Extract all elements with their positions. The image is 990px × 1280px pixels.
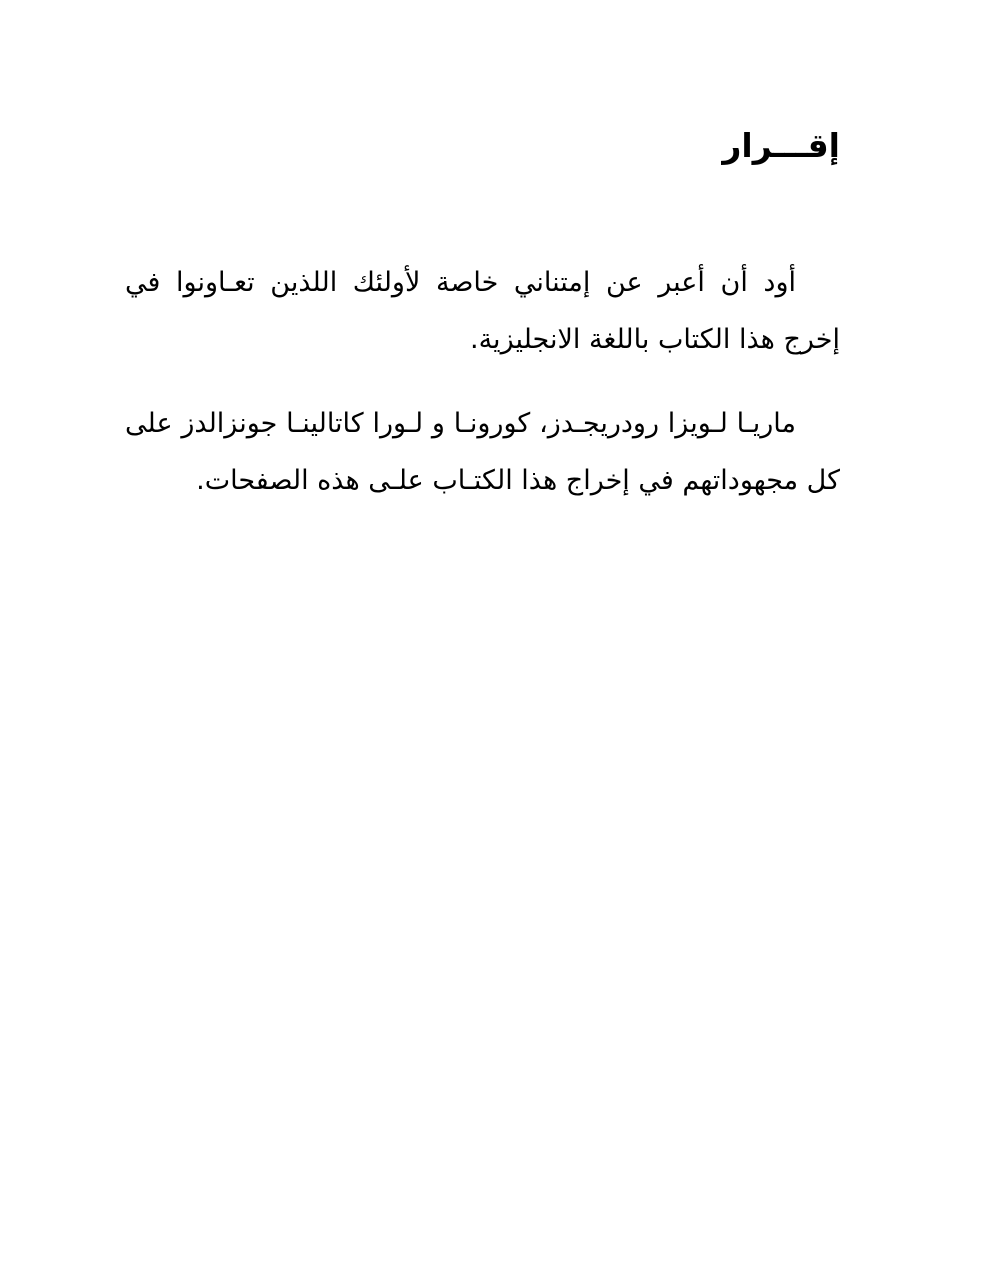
acknowledgement-paragraph-2: ماريـا لـويزا رودريجـدز، كورونـا و لـورا كاتالينـا جونزالدز على كل مجهوداتهم في إخراج هذا الكتـاب علـى هذه الصفحات. (125, 408, 840, 496)
page-title: إقـــرار (722, 126, 840, 165)
document-body (125, 118, 840, 509)
acknowledgement-paragraph-1: أود أن أعبر عن إمتناني خاصة لأولئك اللذين تعـاونوا في إخرج هذا الكتاب باللغة الانجليزية. (125, 267, 840, 355)
